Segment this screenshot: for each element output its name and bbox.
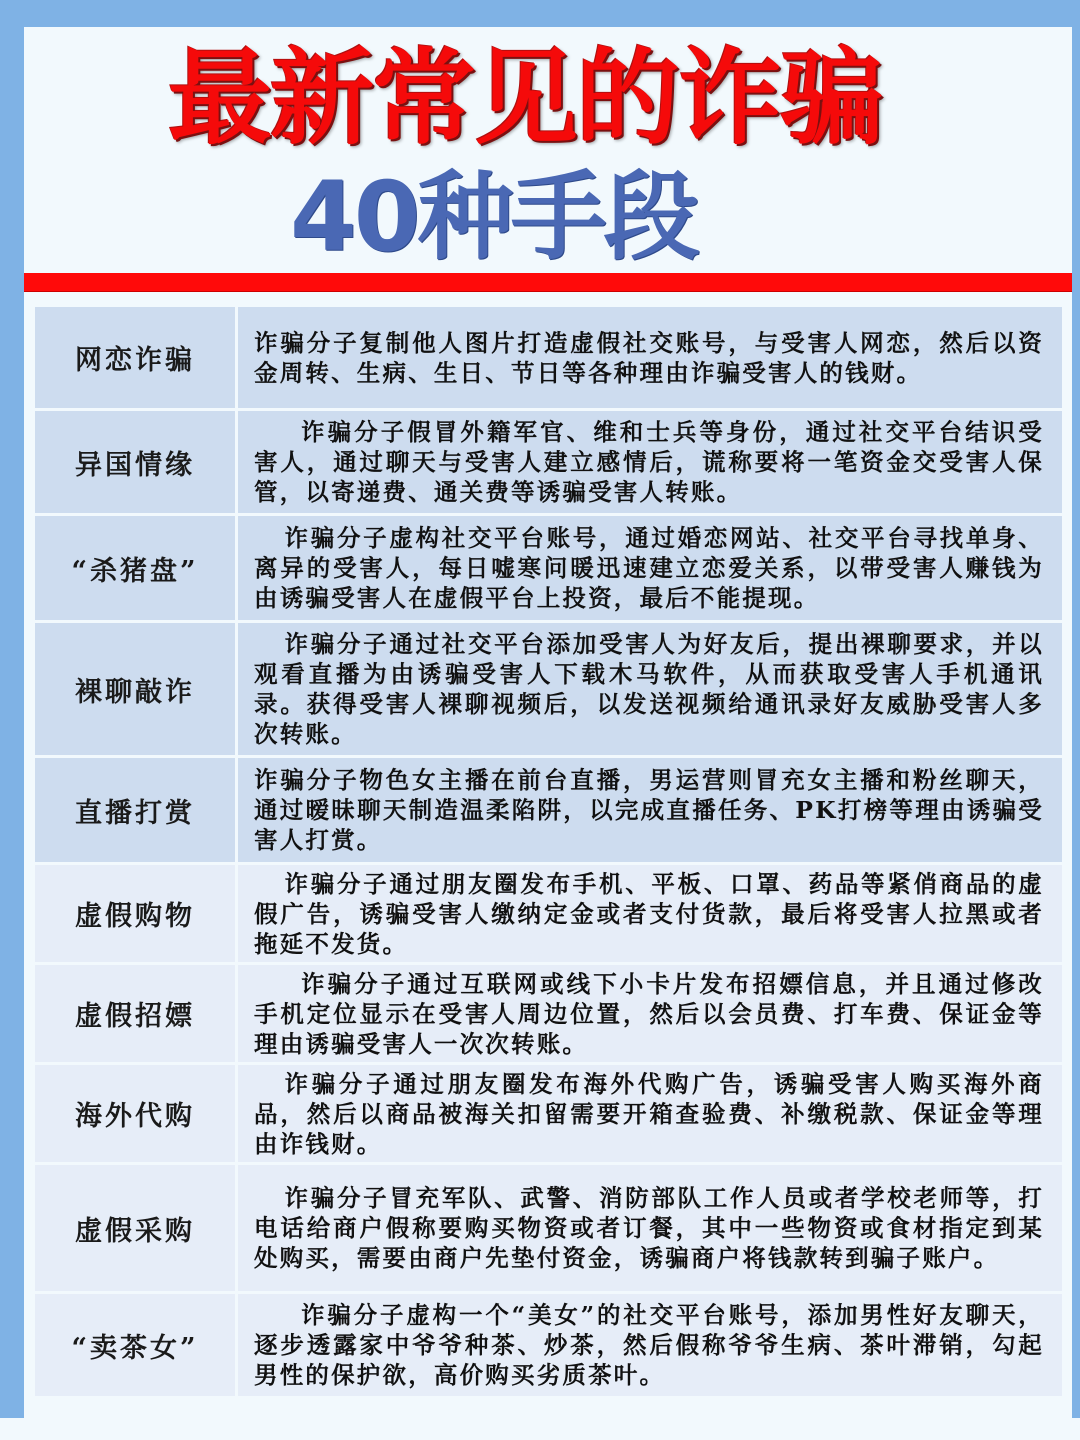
page-subtitle: 40种手段 — [290, 161, 697, 273]
row-description — [238, 865, 1062, 962]
table-row — [35, 865, 1062, 962]
row-description-text: 诈骗分子虚构社交平台账号，通过婚恋网站、社交平台寻找单身、离异的受害人，每日嘘寒问暖迅速建立恋爱关系，以带受害人赚钱为由诱骗受害人在虚假平台上投资，最后不能提现。 — [254, 524, 1044, 612]
row-description-text: 诈骗分子复制他人图片打造虚假社交账号，与受害人网恋，然后以资金周转、生病、生日、节日等各种理由诈骗受害人的钱财。 — [254, 328, 1044, 387]
row-description-text: 诈骗分子通过朋友圈发布海外代购广告，诱骗受害人购买海外商品，然后以商品被海关扣留需要开箱查验费、补缴税款、保证金等理由诈钱财。 — [254, 1069, 1044, 1158]
row-label: 异国情缘 — [35, 411, 235, 513]
frame-border-left — [0, 0, 24, 1418]
page-title: 最新常见的诈骗 — [167, 37, 882, 159]
row-description-text: 诈骗分子假冒外籍军官、维和士兵等身份，通过社交平台结识受害人，通过聊天与受害人建立感情后，谎称要将一笔资金交受害人保管，以寄递费、通关费等诱骗受害人转账。 — [254, 418, 1044, 506]
frame-border-top — [0, 0, 1080, 27]
row-label: “卖茶女” — [35, 1294, 235, 1396]
row-description-text: 诈骗分子通过朋友圈发布手机、平板、口罩、药品等紧俏商品的虚假广告，诱骗受害人缴纳定金或者支付货款，最后将受害人拉黑或者拖延不发货。 — [254, 869, 1044, 958]
row-label: 虚假招嫖 — [35, 965, 235, 1062]
divider-band — [24, 273, 1072, 292]
row-description-text: 诈骗分子通过社交平台添加受害人为好友后，提出裸聊要求，并以观看直播为由诱骗受害人下载木马软件，从而获取受害人手机通讯录。获得受害人裸聊视频后，以发送视频给通讯录好友威胁受害人多次转账。 — [254, 630, 1044, 748]
row-description-text: 诈骗分子通过互联网或线下小卡片发布招嫖信息，并且通过修改手机定位显示在受害人周边位置，然后以会员费、打车费、保证金等理由诱骗受害人一次次转账。 — [254, 969, 1044, 1058]
row-label: 网恋诈骗 — [35, 307, 235, 408]
table-row — [35, 758, 1062, 862]
row-description — [238, 1165, 1062, 1291]
row-description-text: 诈骗分子物色女主播在前台直播，男运营则冒充女主播和粉丝聊天，通过暧昧聊天制造温柔陷阱，以完成直播任务、PK打榜等理由诱骗受害人打赏。 — [254, 766, 1044, 854]
row-description — [238, 965, 1062, 1062]
row-description — [238, 307, 1062, 408]
table-row — [35, 1065, 1062, 1162]
row-label: 海外代购 — [35, 1065, 235, 1162]
table-row — [35, 623, 1062, 755]
row-description-text: 诈骗分子虚构一个“美女”的社交平台账号，添加男性好友聊天，逐步透露家中爷爷种茶、炒茶，然后假称爷爷生病、茶叶滞销，勾起男性的保护欲，高价购买劣质茶叶。 — [254, 1301, 1044, 1389]
table-row — [35, 307, 1062, 408]
row-label: 虚假采购 — [35, 1165, 235, 1291]
row-label: “杀猪盘” — [35, 516, 235, 620]
table-row — [35, 1294, 1062, 1396]
table-row — [35, 516, 1062, 620]
row-label: 直播打赏 — [35, 758, 235, 862]
row-label: 虚假购物 — [35, 865, 235, 962]
scam-table — [35, 307, 1062, 1399]
row-description-text: 诈骗分子冒充军队、武警、消防部队工作人员或者学校老师等，打电话给商户假称要购买物资或者订餐，其中一些物资或食材指定到某处购买，需要由商户先垫付资金，诱骗商户将钱款转到骗子账户。 — [254, 1184, 1044, 1272]
row-description — [238, 1294, 1062, 1396]
row-description — [238, 623, 1062, 755]
row-description — [238, 758, 1062, 862]
frame-border-right — [1072, 0, 1080, 1418]
row-label: 裸聊敲诈 — [35, 623, 235, 755]
row-description — [238, 411, 1062, 513]
row-description — [238, 1065, 1062, 1162]
table-row — [35, 411, 1062, 513]
table-row — [35, 965, 1062, 1062]
table-row — [35, 1165, 1062, 1291]
row-description — [238, 516, 1062, 620]
